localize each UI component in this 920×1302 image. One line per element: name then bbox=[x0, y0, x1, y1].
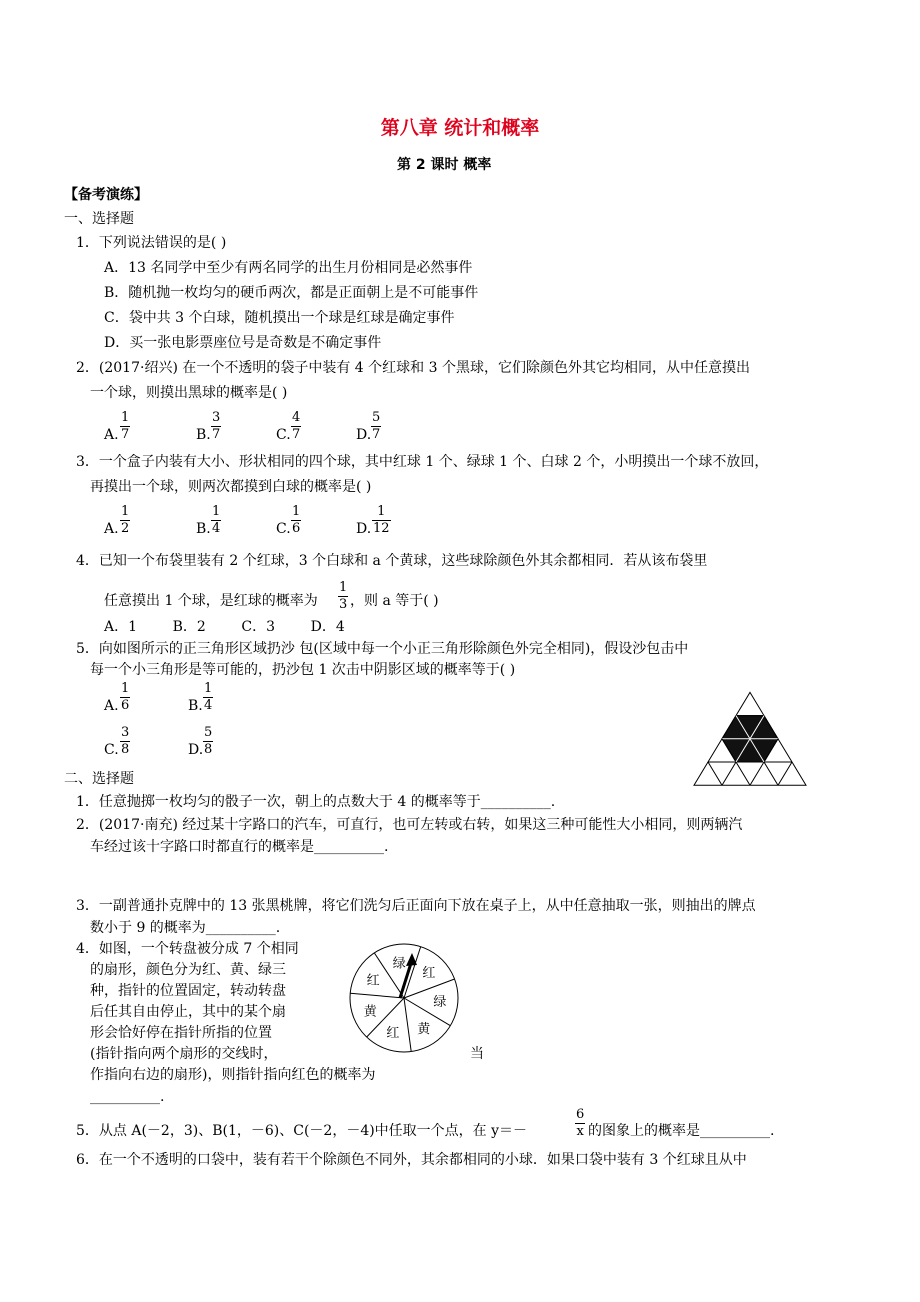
p2-q3-line1: 3．一副普通扑克牌中的 13 张黑桃牌，将它们洗匀后正面向下放在桌子上，从中任意抽取一张，则抽出的牌点 bbox=[76, 898, 756, 914]
spinner-sector-label: 绿 bbox=[392, 956, 406, 972]
q3-opt-b-fraction: $\frac{1}{4}$ bbox=[212, 504, 221, 536]
q1-stem: 1．下列说法错误的是( ) bbox=[76, 235, 227, 251]
q5-opt-b-label: B. bbox=[188, 698, 203, 714]
p2-q6: 6．在一个不透明的口袋中，装有若干个除颜色不同外，其余都相同的小球．如果口袋中装有 3 个红球且从中 bbox=[76, 1152, 747, 1168]
q2-line2: 一个球，则摸出黑球的概率是( ) bbox=[90, 385, 288, 401]
q3-opt-a-label: A. bbox=[104, 521, 119, 537]
q3-opt-b-label: B. bbox=[196, 521, 211, 537]
p2-q2-line2: 车经过该十字路口时都直行的概率是__________. bbox=[90, 839, 389, 855]
p2-q4-line7: 作指向右边的扇形)，则指针指向红色的概率为 bbox=[90, 1067, 376, 1083]
p2-q5-b: 的图象上的概率是__________. bbox=[588, 1123, 775, 1139]
spinner-sector-label: 黄 bbox=[363, 1004, 377, 1020]
q3-opt-c-fraction: $\frac{1}{6}$ bbox=[292, 504, 301, 536]
p2-q4-line2: 的扇形，颜色分为红、黄、绿三 bbox=[90, 962, 286, 978]
q4-options: A．1 B．2 C．3 D．4 bbox=[104, 619, 345, 635]
q2-opt-d-label: D. bbox=[356, 427, 372, 443]
page-title: 第八章 统计和概率 bbox=[380, 117, 540, 139]
spinner-sector-line bbox=[404, 979, 455, 998]
q5-line2: 每一个小三角形是等可能的，扔沙包 1 次击中阴影区域的概率等于( ) bbox=[90, 662, 516, 678]
q3-opt-d-fraction: $\frac{1}{12}$ bbox=[373, 504, 390, 536]
q1-option-d: D．买一张电影票座位号是奇数是不确定事件 bbox=[104, 335, 382, 351]
triangle-figure bbox=[678, 690, 828, 790]
spinner-figure bbox=[344, 938, 464, 1058]
p2-q1: 1．任意抛掷一枚均匀的骰子一次，朝上的点数大于 4 的概率等于__________. bbox=[76, 794, 556, 810]
q5-opt-b-fraction: $\frac{1}{4}$ bbox=[204, 681, 213, 713]
p2-q4-line6: (指针指向两个扇形的交线时， bbox=[90, 1046, 278, 1062]
q3-line2: 再摸出一个球，则两次都摸到白球的概率是( ) bbox=[90, 479, 372, 495]
p2-q2-line1: 2．(2017·南充) 经过某十字路口的汽车，可直行，也可左转或右转，如果这三种可能性大小相同，则两辆汽 bbox=[76, 817, 743, 833]
q2-opt-b-fraction: $\frac{3}{7}$ bbox=[212, 410, 221, 442]
q2-opt-b-label: B. bbox=[196, 427, 211, 443]
p2-q4-dang: 当 bbox=[470, 1046, 484, 1062]
spinner-sector-label: 绿 bbox=[433, 995, 447, 1011]
q3-opt-d-label: D. bbox=[356, 521, 372, 537]
q2-opt-d-fraction: $\frac{5}{7}$ bbox=[372, 410, 381, 442]
q4-line1: 4．已知一个布袋里装有 2 个红球，3 个白球和 a 个黄球，这些球除颜色外其余都相同．若从该布袋里 bbox=[76, 553, 708, 569]
part2-heading: 二、选择题 bbox=[64, 771, 134, 787]
q2-opt-a-label: A. bbox=[104, 427, 119, 443]
spinner-sector-label: 红 bbox=[386, 1026, 400, 1042]
q1-option-a: A．13 名同学中至少有两名同学的出生月份相同是必然事件 bbox=[104, 260, 473, 276]
p2-q4-line3: 种，指针的位置固定，转动转盘 bbox=[90, 983, 286, 999]
q2-line1: 2．(2017·绍兴) 在一个不透明的袋子中装有 4 个红球和 3 个黑球，它们除颜色外其它均相同，从中任意摸出 bbox=[76, 360, 750, 376]
q4-line2b: ，则 a 等于( ) bbox=[350, 593, 439, 609]
q2-opt-c-label: C. bbox=[276, 427, 291, 443]
q4-fraction: $\frac{1}{3}$ bbox=[339, 580, 348, 612]
q5-opt-d-label: D. bbox=[188, 742, 204, 758]
section-tag: 【备考演练】 bbox=[64, 187, 148, 203]
q2-opt-a-fraction: $\frac{1}{7}$ bbox=[121, 410, 130, 442]
q5-opt-a-label: A. bbox=[104, 698, 119, 714]
q5-opt-c-fraction: $\frac{3}{8}$ bbox=[121, 725, 130, 757]
q5-opt-c-label: C. bbox=[104, 742, 119, 758]
q1-option-b: B．随机抛一枚均匀的硬币两次，都是正面朝上是不可能事件 bbox=[104, 285, 479, 301]
p2-q5-fraction: $\frac{6}{x}$ bbox=[576, 1107, 585, 1139]
pointer-arrowhead bbox=[406, 953, 417, 966]
p2-q3-line2: 数小于 9 的概率为__________. bbox=[90, 920, 281, 936]
q2-opt-c-fraction: $\frac{4}{7}$ bbox=[292, 410, 301, 442]
q1-option-c: C．袋中共 3 个白球，随机摸出一个球是红球是确定事件 bbox=[104, 310, 455, 326]
q5-opt-a-fraction: $\frac{1}{6}$ bbox=[121, 681, 130, 713]
part1-heading: 一、选择题 bbox=[64, 211, 134, 227]
spinner-sector-label: 黄 bbox=[417, 1022, 431, 1037]
q5-opt-d-fraction: $\frac{5}{8}$ bbox=[204, 725, 213, 757]
q5-line1: 5．向如图所示的正三角形区域扔沙 包(区域中每一个小正三角形除颜色外完全相同)，假设沙包击中 bbox=[76, 641, 689, 657]
spinner-sector-label: 红 bbox=[422, 966, 436, 981]
q3-opt-c-label: C. bbox=[276, 521, 291, 537]
p2-q4-line1: 4．如图，一个转盘被分成 7 个相同 bbox=[76, 941, 299, 957]
spinner-sector-line bbox=[404, 998, 411, 1052]
q3-line1: 3．一个盒子内装有大小、形状相同的四个球，其中红球 1 个、绿球 1 个、白球 2 个，小明摸出一个球不放回， bbox=[76, 454, 769, 470]
page-subtitle: 第 2 课时 概率 bbox=[397, 157, 492, 173]
q4-line2a: 任意摸出 1 个球，是红球的概率为 bbox=[104, 593, 318, 609]
p2-q5-a: 5．从点 A(－2，3)、B(1，－6)、C(－2，－4)中任取一个点，在 y＝－ bbox=[76, 1123, 528, 1139]
spinner-sector-label: 红 bbox=[366, 973, 380, 989]
p2-q4-line4: 后任其自由停止，其中的某个扇 bbox=[90, 1004, 286, 1020]
q3-opt-a-fraction: $\frac{1}{2}$ bbox=[121, 504, 130, 536]
spinner-sector-line bbox=[350, 993, 404, 998]
p2-q4-line8: __________. bbox=[90, 1089, 165, 1105]
p2-q4-line5: 形会恰好停在指针所指的位置 bbox=[90, 1025, 272, 1041]
